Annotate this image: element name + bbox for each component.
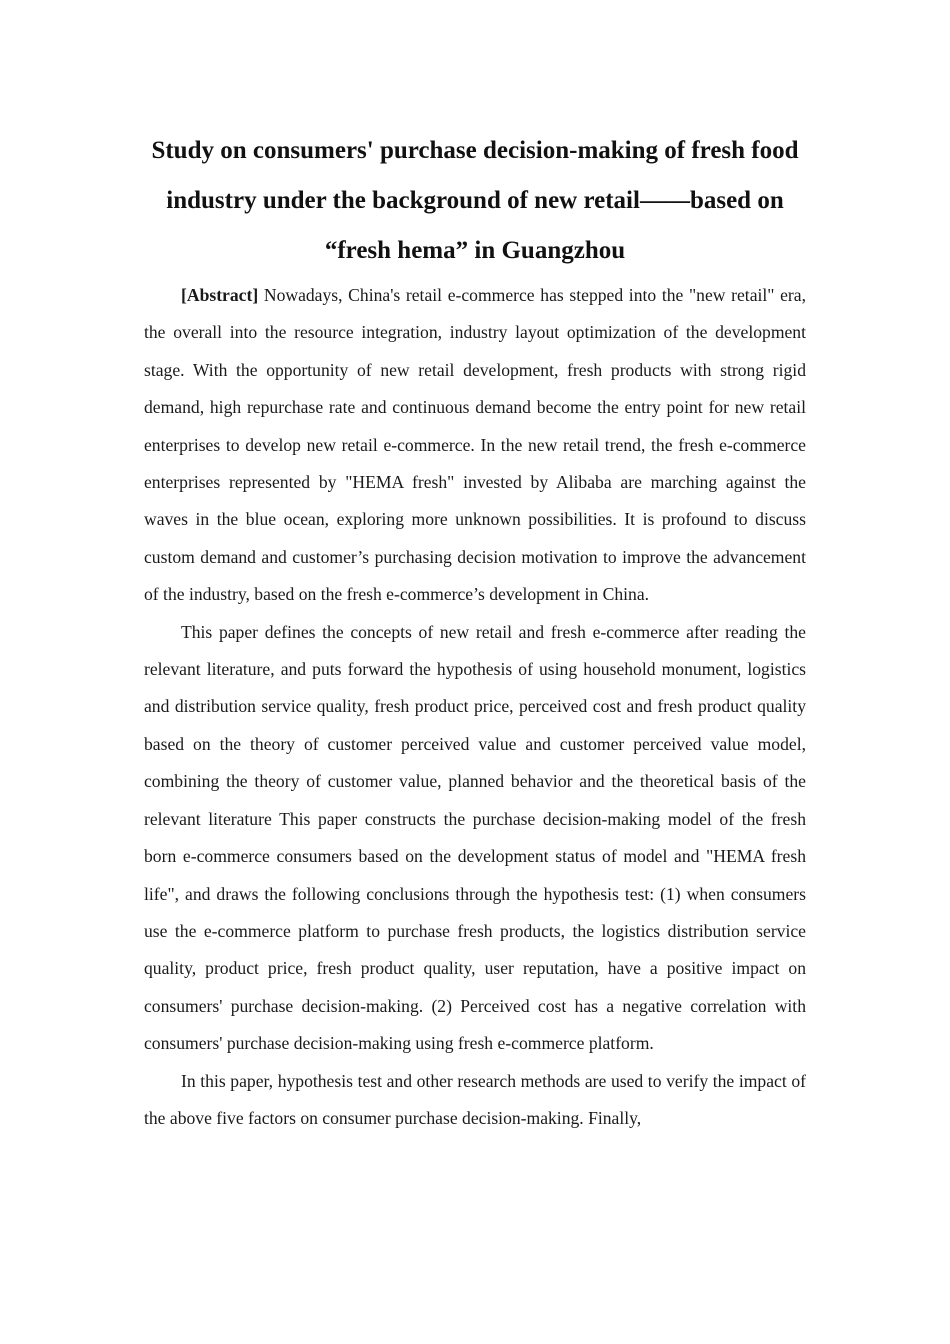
- abstract-paragraph-1-text: Nowadays, China's retail e-commerce has stepped into the "new retail" era, the overall into the resource integration, industry layout optimization of the development stage. With the opportunity of new retail development, fresh products with strong rigid demand, high repurchase rate and continuous demand become the entry point for new retail enterprises to develop new retail e-commerce. In the new retail trend, the fresh e-commerce enterprises represented by "HEMA fresh" invested by Alibaba are marching against the waves in the blue ocean, exploring more unknown possibilities. It is profound to discuss custom demand and customer’s purchasing decision motivation to improve the advancement of the industry, based on the fresh e-commerce’s development in China.: [144, 285, 807, 605]
- title-line-1: Study on consumers' purchase decision-making of fresh food: [151, 137, 799, 164]
- title-line-3: “fresh hema” in Guangzhou: [324, 237, 626, 264]
- abstract-paragraph-1: [144, 277, 806, 614]
- title-line-2: industry under the background of new retail——based on: [166, 187, 784, 214]
- paper-title: [144, 126, 806, 276]
- abstract-section: [144, 277, 806, 1137]
- paper-page: [144, 126, 806, 1137]
- abstract-paragraph-3: In this paper, hypothesis test and other research methods are used to verify the impact of the above five factors on consumer purchase decision-making. Finally,: [144, 1070, 806, 1128]
- abstract-label: [Abstract]: [181, 285, 259, 305]
- abstract-paragraph-2: This paper defines the concepts of new retail and fresh e-commerce after reading the relevant literature, and puts forward the hypothesis of using household monument, logistics and distribution service quality, fresh product price, perceived cost and fresh product quality based on the theory of customer perceived value and customer perceived value model, combining the theory of customer value, planned behavior and the theoretical basis of the relevant literature This paper constructs the purchase decision-making model of the fresh born e-commerce consumers based on the development status of model and "HEMA fresh life", and draws the following conclusions through the hypothesis test: (1) when consumers use the e-commerce platform to purchase fresh products, the logistics distribution service quality, product price, fresh product quality, user reputation, have a positive impact on consumers' purchase decision-making. (2) Perceived cost has a negative correlation with consumers' purchase decision-making using fresh e-commerce platform.: [144, 621, 806, 1054]
